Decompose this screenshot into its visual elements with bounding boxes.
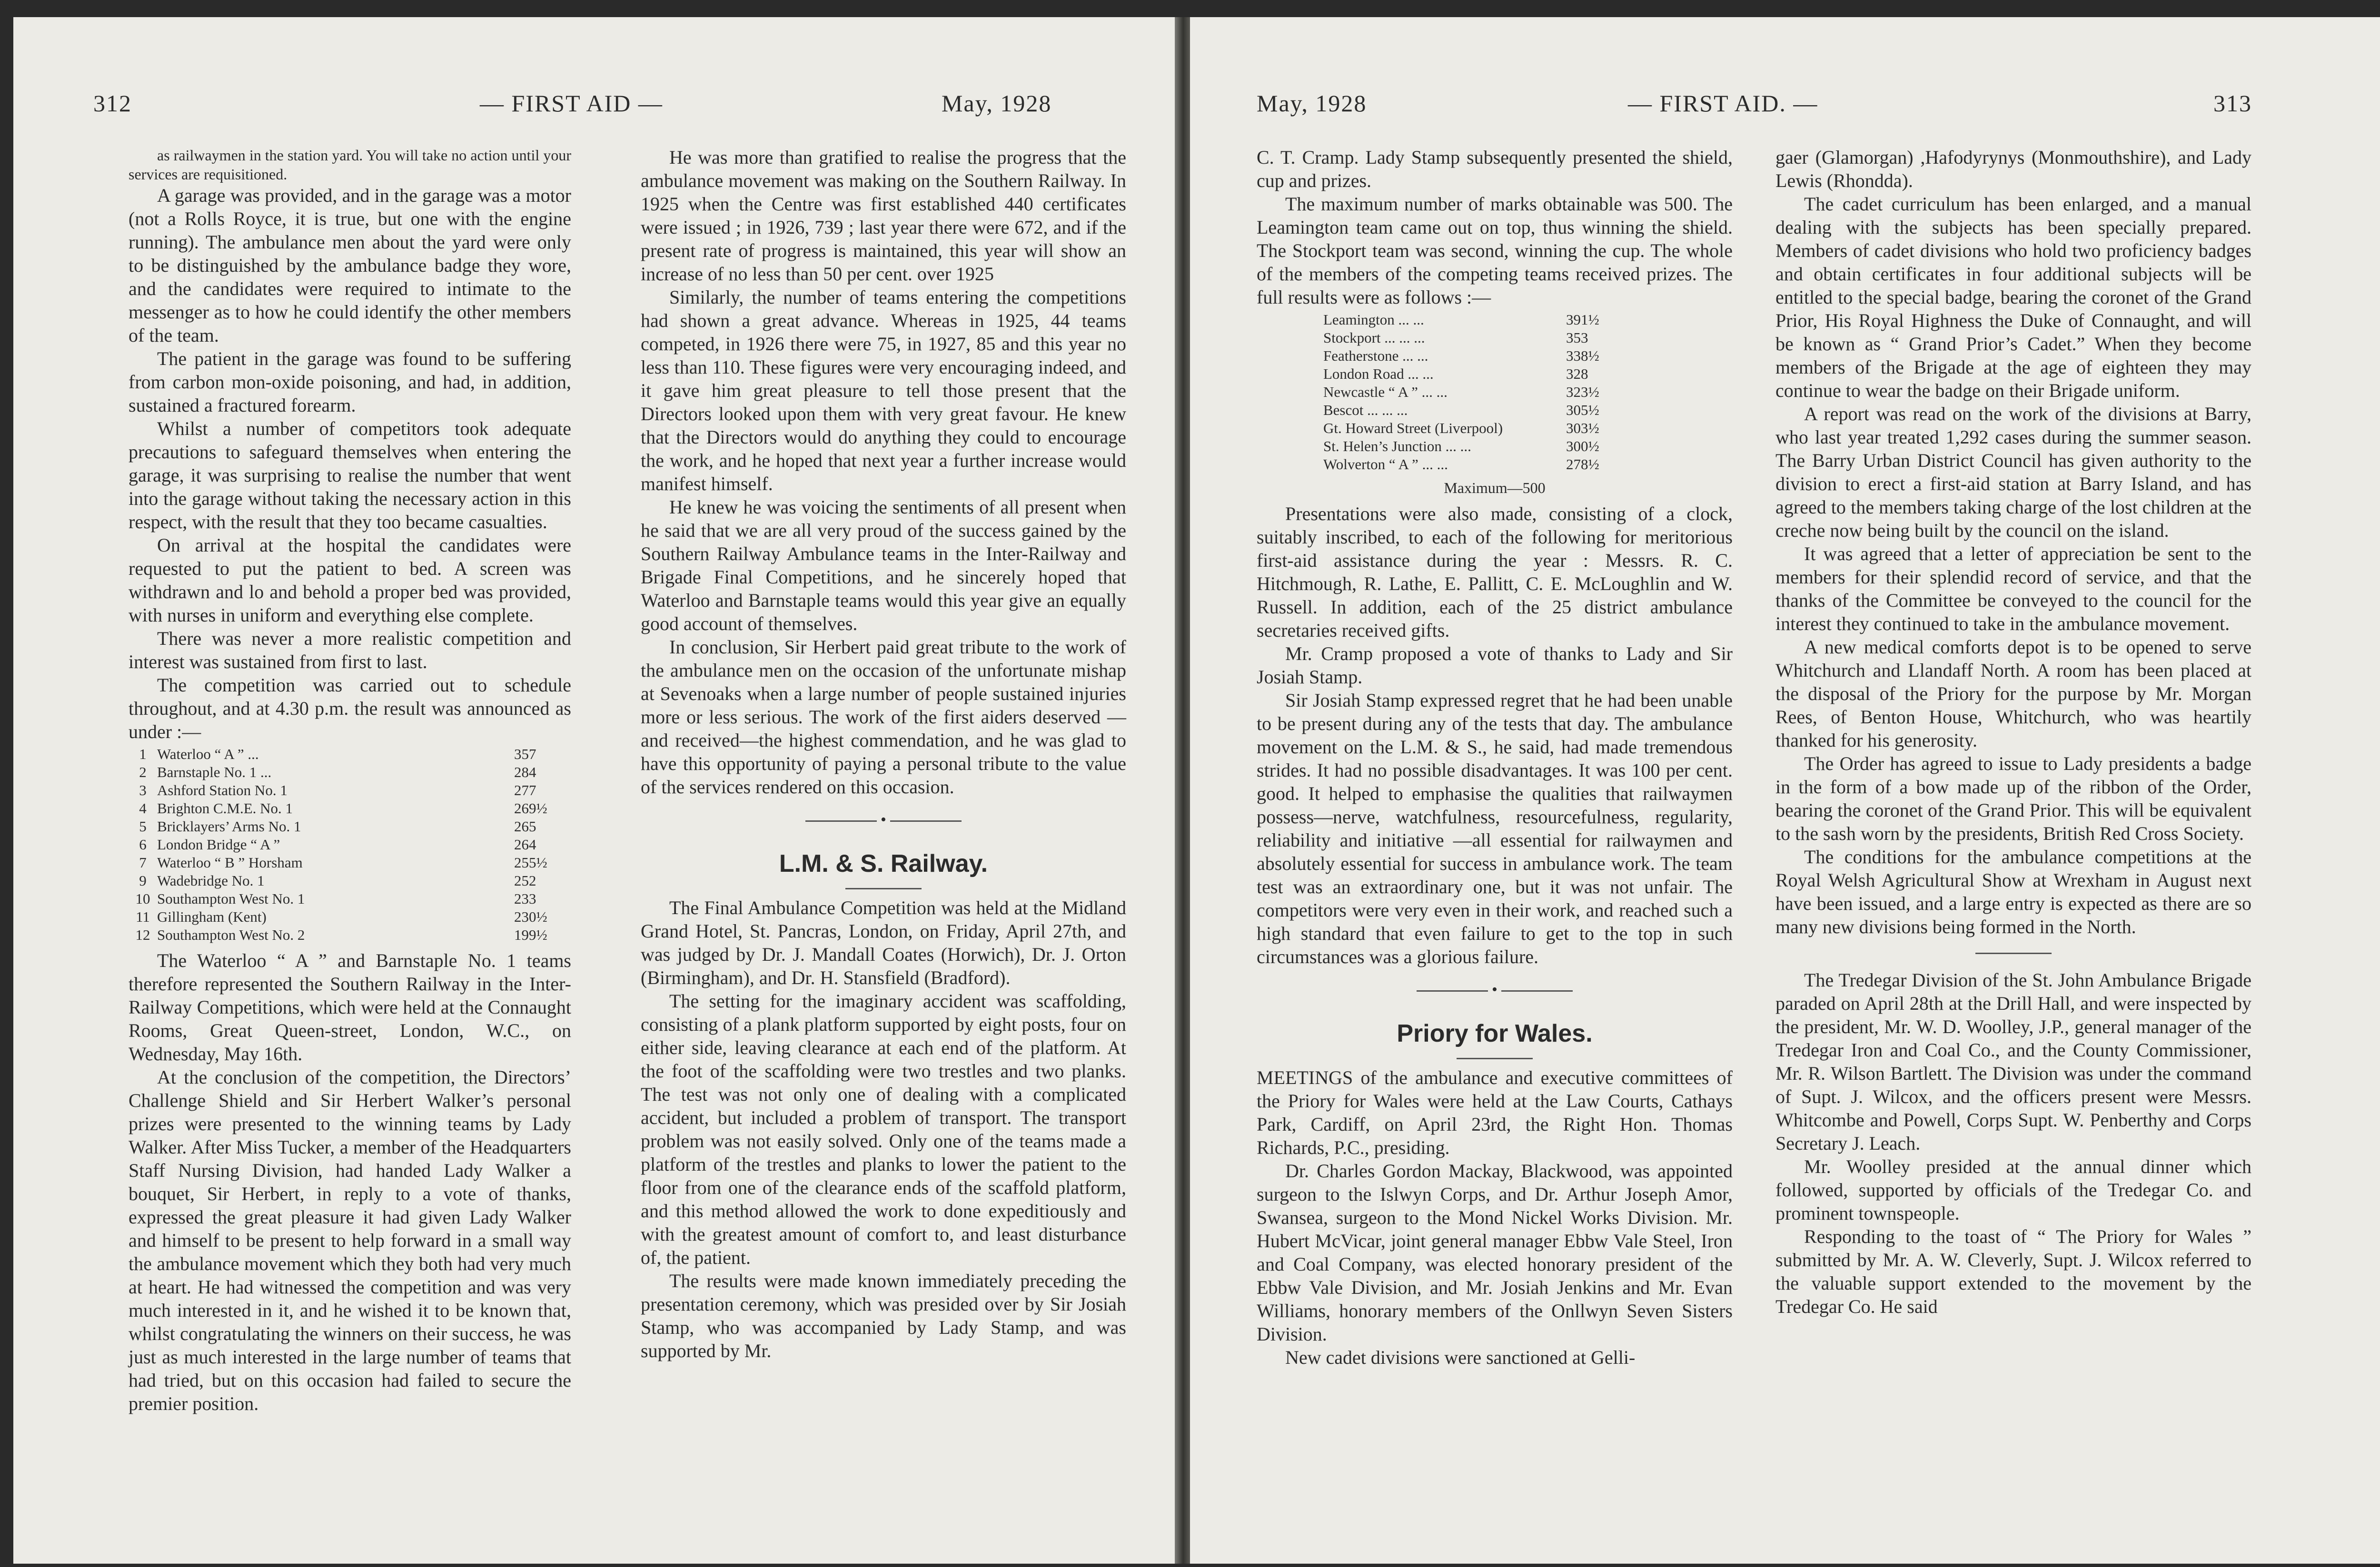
result-score: 328 (1566, 365, 1588, 382)
right-running-title: — FIRST AID. — (1628, 90, 1818, 117)
result-score: 303½ (1566, 420, 1599, 436)
left-column-2 (641, 146, 1126, 1362)
section-heading-priory: Priory for Wales. (1397, 1020, 1593, 1047)
result-team: Waterloo “ B ” Horsham (157, 854, 303, 871)
paragraph: The Final Ambulance Competition was held at the Midland Grand Hotel, St. Pancras, London, on Friday, April 27th, and was judged by Dr. J. Mandall Coates (Horwich), Dr. J. Orton (Birmingham), and Dr. H. Stansfield (Bradford). (641, 897, 1126, 988)
section-separator: • (641, 808, 1126, 831)
results-row (129, 854, 571, 872)
result-score: 255½ (514, 854, 547, 871)
result-score: 230½ (514, 908, 547, 925)
result-team: Barnstaple No. 1 ... (157, 764, 272, 780)
paragraph: The Order has agreed to issue to Lady presidents a badge in the form of a bow made up of the ribbon of the Order, bearing the coronet of the Grand Prior. This will be equivalent to the sash worn by the presidents, British Red Cross Society. (1775, 753, 2251, 844)
paragraph: MEETINGS of the ambulance and executive committees of the Priory for Wales were held at the Law Courts, Cathays Park, Cardiff, on April 23rd, the Right Hon. Thomas Richards, P.C., presiding. (1257, 1067, 1733, 1158)
result-team: Gt. Howard Street (Liverpool) (1323, 420, 1503, 436)
result-score: 323½ (1566, 384, 1599, 400)
paragraph: At the conclusion of the competition, the Directors’ Challenge Shield and Sir Herbert Walker’s personal prizes were presented to the winning teams by Lady Walker. After Miss Tucker, a member of the Headquarters Staff Nursing Division, had handed Lady Walker a bouquet, Sir Herbert, in reply to a vote of thanks, expressed the great pleasure it had given Lady Walker and himself to be present to help forward in a small way the ambulance movement which they both had very much at heart. He had witnessed the competition and was very much interested in it, and he wished it to be known that, whilst congratulating the winners on their success, he was just as much interested in the large number of teams that had tried, but on this occasion had failed to secure the premier position. (129, 1066, 571, 1414)
results-row (1323, 329, 1618, 347)
result-rank: 11 (136, 908, 150, 925)
paragraph: Presentations were also made, consisting of a clock, suitably inscribed, to each of the following for meritorious first-aid assistance during the year : Messrs. R. C. Hitchmough, R. Lathe, E. Pallitt, C. E. McLoughlin and W. Russell. In addition, each of the 25 district ambulance secretaries received gifts. (1257, 503, 1733, 641)
result-team: Southampton West No. 1 (157, 890, 305, 907)
heading-rule (845, 888, 922, 889)
left-page-date: May, 1928 (942, 90, 1052, 117)
paragraph: gaer (Glamorgan) ,Hafodyrynys (Monmouthshire), and Lady Lewis (Rhondda). (1775, 147, 2251, 191)
book-gutter (1175, 17, 1190, 1564)
result-team: Brighton C.M.E. No. 1 (157, 800, 293, 817)
paragraph: There was never a more realistic competition and interest was sustained from first to last. (129, 628, 571, 672)
results-row (1323, 401, 1618, 419)
result-score: 269½ (514, 800, 547, 817)
result-team: Ashford Station No. 1 (157, 782, 288, 798)
results-row (1323, 383, 1618, 401)
paragraph: A new medical comforts depot is to be opened to serve Whitchurch and Llandaff North. A room has been placed at the disposal of the Priory for the purpose by Mr. Morgan Rees, of Benton House, Whitchurch, who was heartily thanked for his generosity. (1775, 636, 2251, 751)
lms-results-table (1323, 311, 1618, 473)
result-rank: 4 (139, 800, 147, 817)
left-page-number: 312 (93, 90, 132, 117)
results-row (1323, 419, 1618, 437)
paragraph: Mr. Cramp proposed a vote of thanks to Lady and Sir Josiah Stamp. (1257, 643, 1733, 688)
left-running-title: — FIRST AID — (480, 90, 663, 117)
left-page (13, 17, 1175, 1564)
result-score: 265 (514, 818, 536, 835)
results-row (129, 872, 571, 890)
results-row (1323, 365, 1618, 383)
result-score: 357 (514, 746, 536, 762)
result-team: Newcastle “ A ” ... ... (1323, 384, 1448, 400)
paragraph: New cadet divisions were sanctioned at Gelli- (1285, 1347, 1636, 1368)
result-rank: 10 (135, 890, 150, 907)
result-team: Stockport ... ... ... (1323, 329, 1425, 346)
results-row (129, 745, 571, 763)
section-heading-lms: L.M. & S. Railway. (779, 850, 988, 877)
right-page (1190, 17, 2380, 1564)
section-rule (1975, 953, 2052, 954)
right-page-header (1190, 50, 2380, 117)
results-row (129, 926, 571, 944)
result-rank: 9 (139, 872, 147, 889)
paragraph: C. T. Cramp. Lady Stamp subsequently presented the shield, cup and prizes. (1257, 147, 1733, 191)
paragraph: Responding to the toast of “ The Priory for Wales ” submitted by Mr. A. W. Cleverly, Supt. J. Wilcox referred to the valuable support extended to the movement by the Tredegar Co. He said (1775, 1226, 2251, 1317)
results-row (1323, 437, 1618, 455)
result-team: Bricklayers’ Arms No. 1 (157, 818, 301, 835)
result-score: 300½ (1566, 438, 1599, 454)
result-score: 305½ (1566, 402, 1599, 418)
result-score: 277 (514, 782, 536, 798)
paragraph: The patient in the garage was found to be suffering from carbon mon-oxide poisoning, and had, in addition, sustained a fractured forearm. (129, 348, 571, 416)
paragraph: Sir Josiah Stamp expressed regret that he had been unable to be present during any of the tests that day. The ambulance movement on the L.M. & S., he said, had made tremendous strides. It had no possible disadvantages. It was 100 per cent. good. It helped to emphasise the qualities that railwaymen possess—nerve, watchfulness, resourcefulness, regularity, reliability and initiative —all essential for railwaymen and absolutely essential for success in ambulance work. The team test was an extraordinary one, but it was not unfair. The competitors were very even in their work, and reached such a high standard that even failure to get to the top in such circumstances was a glorious failure. (1257, 690, 1733, 967)
result-rank: 2 (139, 764, 147, 780)
paragraph: The setting for the imaginary accident was scaffolding, consisting of a plank platform supported by eight posts, four on either side, leaving clearance at each end of the platform. At the foot of the scaffolding were two trestles and two planks. The test was not only one of dealing with a complicated accident, but included a problem of transport. The transport problem was not easily solved. Only one of the teams made a platform of the trestles and planks to lower the patient to the floor from one of the clearance ends of the scaffold platform, and this method allowed the work to done expeditiously and with the greatest amount of comfort to, and least disturbance of, the patient. (641, 990, 1126, 1268)
paragraph: The conditions for the ambulance competitions at the Royal Welsh Agricultural Show at Wrexham in August next have been issued, and a large entry is expected as there are so many new divisions being formed in the North. (1775, 846, 2251, 937)
paragraph: The Waterloo “ A ” and Barnstaple No. 1 teams therefore represented the Southern Railway in the Inter-Railway Competitions, which were held at the Connaught Rooms, Great Queen-street, London, W.C., on Wednesday, May 16th. (129, 950, 571, 1064)
results-row (129, 908, 571, 926)
result-score: 353 (1566, 329, 1588, 346)
result-score: 199½ (514, 926, 547, 943)
paragraph: On arrival at the hospital the candidates were requested to put the patient to bed. A screen was withdrawn and lo and behold a proper bed was provided, with nurses in uniform and everything else complete. (129, 534, 571, 626)
result-team: Featherstone ... ... (1323, 347, 1428, 364)
result-score: 391½ (1566, 311, 1599, 328)
paragraph: The Tredegar Division of the St. John Ambulance Brigade paraded on April 28th at the Drill Hall, and were inspected by the president, Mr. W. D. Woolley, J.P., general manager of the Tredegar Iron and Coal Co., and the County Commissioner, Mr. R. Wilson Bartlett. The Division was under the command of Supt. J. Wilcox, and the officers present were Messrs. Whitcombe and Powell, Corps Supt. W. Penberthy and Corps Secretary J. Leach. (1775, 969, 2251, 1154)
results-row (1323, 455, 1618, 473)
result-team: Leamington ... ... (1323, 311, 1424, 328)
result-rank: 6 (139, 836, 147, 853)
results-row (129, 836, 571, 854)
right-column-1 (1257, 146, 1733, 1369)
result-team: Wadebridge No. 1 (157, 872, 265, 889)
paragraph: The competition was carried out to schedule throughout, and at 4.30 p.m. the result was announced as under :— (129, 674, 571, 742)
paragraph: He was more than gratified to realise the progress that the ambulance movement was making on the Southern Railway. In 1925 when the Centre was first established 440 certificates were issued ; in 1926, 739 ; last year there were 672, and if the present rate of progress is maintained, this year will show an increase of no less than 50 per cent. over 1925 (641, 147, 1126, 285)
southern-results-table (129, 745, 571, 944)
paragraph: It was agreed that a letter of appreciation be sent to the members for their splendid record of service, and that the thanks of the Committee be conveyed to the council for the interest they continued to take in the ambulance movement. (1775, 543, 2251, 634)
result-rank: 3 (139, 782, 147, 798)
paragraph: Similarly, the number of teams entering the competitions had shown a great advance. Whereas in 1925, 44 teams competed, in 1926 there were 75, in 1927, 85 and this year no less than 110. These figures were very encouraging indeed, and it gave him great pleasure to tell those present that the Directors looked upon them with very great favour. He knew that the Directors would do anything they could to encourage the work, and he hoped that next year a further increase would manifest himself. (641, 286, 1126, 494)
maximum-marks: Maximum—500 (1444, 479, 1546, 496)
right-page-date: May, 1928 (1257, 90, 1367, 117)
result-rank: 7 (139, 854, 147, 871)
right-column-2 (1775, 146, 2251, 1318)
heading-rule (1457, 1058, 1533, 1059)
results-row (129, 781, 571, 799)
section-separator: • (1257, 978, 1733, 1001)
result-team: Waterloo “ A ” ... (157, 746, 259, 762)
result-rank: 12 (135, 926, 150, 943)
result-score: 233 (514, 890, 536, 907)
result-team: St. Helen’s Junction ... ... (1323, 438, 1471, 454)
results-row (1323, 347, 1618, 365)
paragraph: The results were made known immediately preceding the presentation ceremony, which was presided over by Sir Josiah Stamp, who was accompanied by Lady Stamp, and was supported by Mr. (641, 1270, 1126, 1361)
results-row (129, 799, 571, 818)
paragraph: A report was read on the work of the divisions at Barry, who last year treated 1,292 cases during the summer season. The Barry Urban District Council has given authority to the division to erect a first-aid station at Barry Island, and has agreed to the members taking charge of the lost children at the creche now being built by the council on the island. (1775, 403, 2251, 541)
paragraph: In conclusion, Sir Herbert paid great tribute to the work of the ambulance men on the occasion of the unfortunate mishap at Sevenoaks when a large number of people sustained injuries more or less serious. The work of the first aiders deserved —and received—the highest commendation, and he was glad to have this opportunity of paying a personal tribute to the value of the services rendered on this occasion. (641, 636, 1126, 798)
result-score: 278½ (1566, 456, 1599, 473)
paragraph: Dr. Charles Gordon Mackay, Blackwood, was appointed surgeon to the Islwyn Corps, and Dr. Arthur Joseph Amor, Swansea, surgeon to the Mond Nickel Works Division. Mr. Hubert McVicar, joint general manager Ebbw Vale Steel, Iron and Coal Company, was elected honorary president of the Ebbw Vale Division, and Mr. Josiah Jenkins and Mr. Evan Williams, honorary members of the Onllwyn Seven Sisters Division. (1257, 1160, 1733, 1345)
result-team: London Bridge “ A ” (157, 836, 280, 853)
result-score: 252 (514, 872, 536, 889)
result-rank: 5 (139, 818, 147, 835)
result-score: 264 (514, 836, 536, 853)
results-row (129, 763, 571, 781)
paragraph: Whilst a number of competitors took adequate precautions to safeguard themselves when entering the garage, it was surprising to realise the number that went into the garage without taking the necessary action in this respect, with the result that they too became casualties. (129, 418, 571, 532)
result-team: Bescot ... ... ... (1323, 402, 1408, 418)
results-row (1323, 311, 1618, 329)
left-col1-paragraphs (129, 184, 571, 743)
result-team: London Road ... ... (1323, 365, 1434, 382)
left-page-header (13, 50, 1175, 117)
paragraph: He knew he was voicing the sentiments of all present when he said that we are all very proud of the success gained by the Southern Railway Ambulance teams in the Inter-Railway and Brigade Final Competitions, and he sincerely hoped that Waterloo and Barnstaple teams would this year give an equally good account of themselves. (641, 496, 1126, 634)
intro-paragraph: as railwaymen in the station yard. You will take no action until your services are requisitioned. (129, 147, 571, 183)
paragraph: The maximum number of marks obtainable was 500. The Leamington team came out on top, thus winning the shield. The Stockport team was second, winning the cup. The whole of the members of the competing teams received prizes. The full results were as follows :— (1257, 193, 1733, 308)
paragraph: Mr. Woolley presided at the annual dinner which followed, supported by officials of the Tredegar Co. and prominent townspeople. (1775, 1156, 2251, 1224)
right-page-number: 313 (2213, 90, 2252, 117)
result-score: 284 (514, 764, 536, 780)
paragraph: The cadet curriculum has been enlarged, and a manual dealing with the subjects has been specially prepared. Members of cadet divisions who hold two proficiency badges and obtain certificates in four additional subjects will be entitled to the special badge, bearing the coronet of the Grand Prior, His Royal Highness the Duke of Connaught, and will be known as “ Grand Prior’s Cadet.” When they become members of the Brigade at the age of eighteen they may continue to wear the badge on their Brigade uniform. (1775, 193, 2251, 401)
results-row (129, 890, 571, 908)
paragraph: A garage was provided, and in the garage was a motor (not a Rolls Royce, it is true, but one with the engine running). The ambulance men about the yard were only to be distinguished by the ambulance badge they wore, and the candidates were required to intimate to the messenger as to how he could identify the other members of the team. (129, 185, 571, 346)
left-column-1 (129, 146, 571, 1415)
result-team: Wolverton “ A ” ... ... (1323, 456, 1448, 473)
results-row (129, 818, 571, 836)
result-team: Southampton West No. 2 (157, 926, 305, 943)
result-score: 338½ (1566, 347, 1599, 364)
result-rank: 1 (139, 746, 147, 762)
result-team: Gillingham (Kent) (157, 908, 267, 925)
